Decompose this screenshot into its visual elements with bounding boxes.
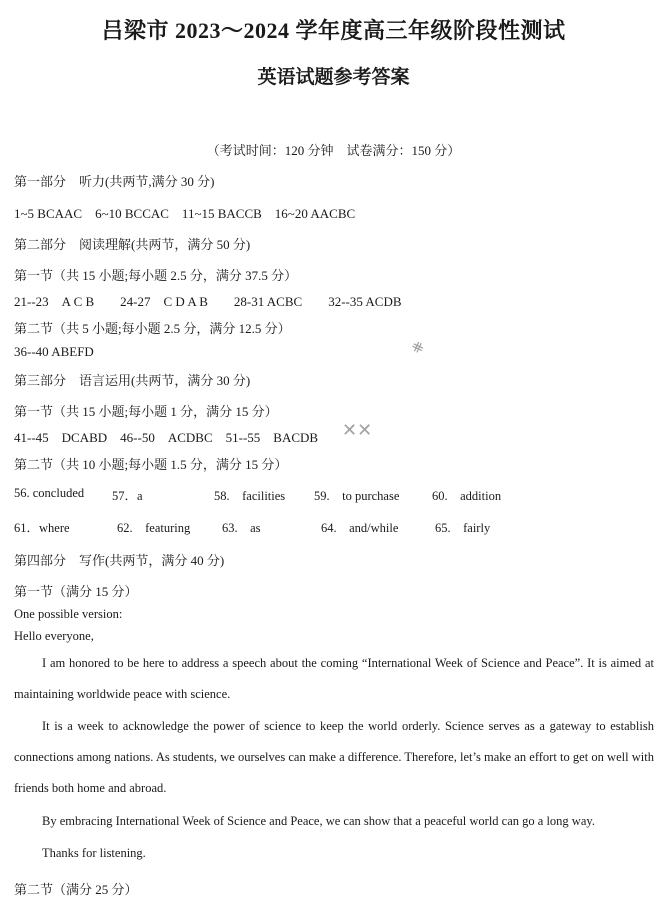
part2-section1-answers: 21--23 A C B 24-27 C D A B 28-31 ACBC 32--35 ACDB <box>14 294 402 309</box>
greeting: Hello everyone, <box>14 629 94 643</box>
answer-64: 64. and/while <box>321 521 399 535</box>
part1-heading: 第一部分 听力(共两节,满分 30 分) <box>14 174 215 189</box>
version-label: One possible version: <box>14 607 123 621</box>
part3-section1-answers: 41--45 DCABD 46--50 ACDBC 51--55 BACDB <box>14 430 319 445</box>
essay-paragraph-3: By embracing International Week of Science and Peace, we can show that a peaceful world can go a long way. <box>42 814 595 828</box>
answer-61: 61．where <box>14 521 70 535</box>
essay-paragraph-2: It is a week to acknowledge the power of science to keep the world orderly. Science serves as a gateway to establish connections among nations. As students, we ourselves can make a difference. Therefore, let’s make an effort to get on well with friends both home and abroad. <box>14 719 654 795</box>
part4-section2-heading: 第二节（满分 25 分） <box>14 882 138 897</box>
essay-paragraph-1: I am honored to be here to address a speech about the coming “International Week of Science and Peace”. It is aimed at maintaining worldwide peace with science. <box>14 656 654 701</box>
page-title: 吕梁市 2023～2024 学年度高三年级阶段性测试 <box>101 18 566 43</box>
part2-section2-heading: 第二节（共 5 小题;每小题 2.5 分，满分 12.5 分） <box>14 321 291 336</box>
answer-62: 62. featuring <box>117 521 191 535</box>
answer-60: 60. addition <box>432 489 502 503</box>
watermark-mark: ⨳ <box>408 334 427 358</box>
part4-heading: 第四部分 写作(共两节，满分 40 分) <box>14 553 225 568</box>
part2-heading: 第二部分 阅读理解(共两节，满分 50 分) <box>14 237 251 252</box>
part3-heading: 第三部分 语言运用(共两节，满分 30 分) <box>14 373 251 388</box>
answer-65: 65. fairly <box>435 521 491 535</box>
part1-answers: 1~5 BCAAC 6~10 BCCAC 11~15 BACCB 16~20 AACBC <box>14 206 356 221</box>
exam-info: （考试时间：120 分钟 试卷满分：150 分） <box>206 143 461 158</box>
part4-section1-heading: 第一节（满分 15 分） <box>14 584 138 599</box>
answer-58: 58. facilities <box>214 489 286 503</box>
essay-paragraph-4: Thanks for listening. <box>42 846 146 860</box>
page-subtitle: 英语试题参考答案 <box>257 67 410 88</box>
answer-57: 57．a <box>112 489 143 503</box>
part2-section2-answers: 36--40 ABEFD <box>14 344 94 359</box>
answer-63: 63. as <box>222 521 261 535</box>
part3-section2-heading: 第二节（共 10 小题;每小题 1.5 分，满分 15 分） <box>14 457 288 472</box>
watermark-mark: ✕✕ <box>342 420 373 440</box>
part3-section1-heading: 第一节（共 15 小题;每小题 1 分，满分 15 分） <box>14 404 278 419</box>
answer-59: 59. to purchase <box>314 489 400 503</box>
part2-section1-heading: 第一节（共 15 小题;每小题 2.5 分，满分 37.5 分） <box>14 268 298 283</box>
answer-56: 56. concluded <box>14 486 85 500</box>
